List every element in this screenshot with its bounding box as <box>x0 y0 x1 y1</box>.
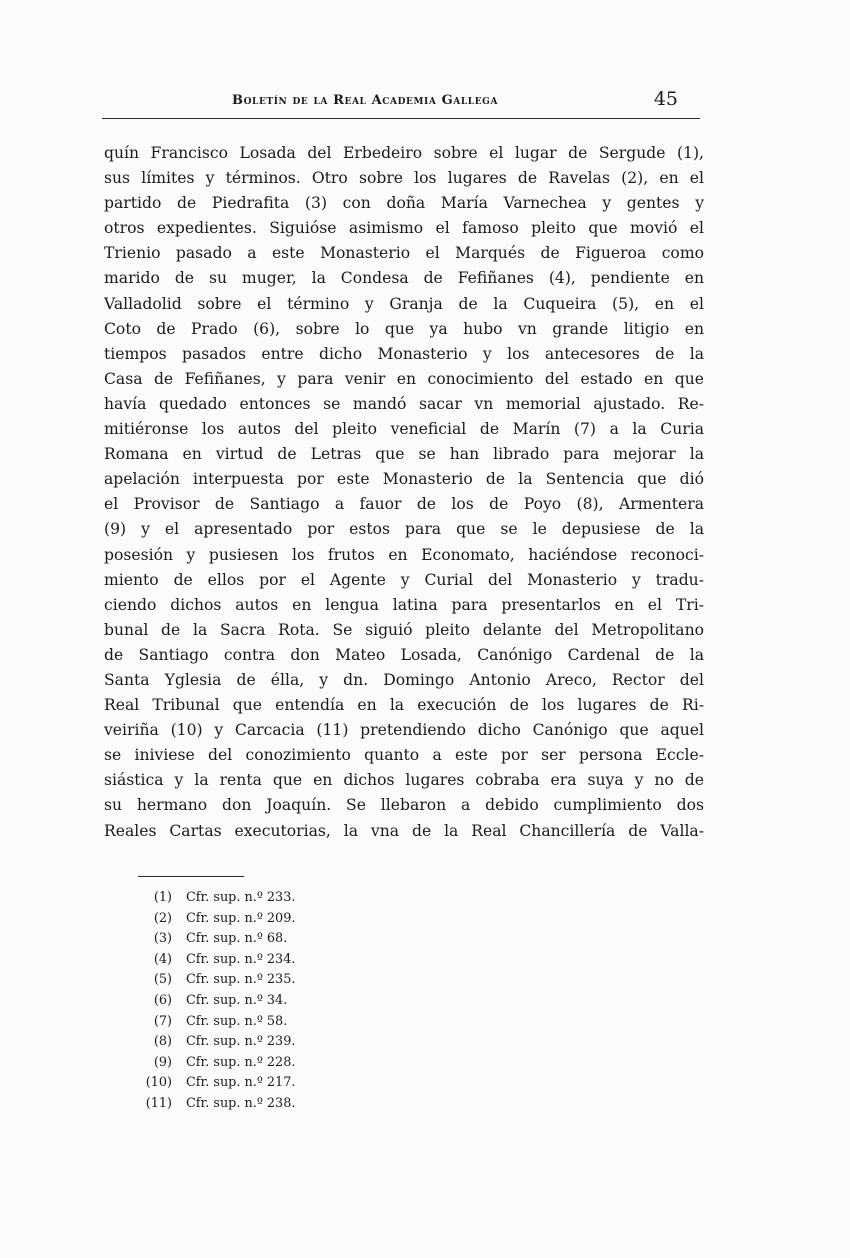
footnote-item <box>138 1094 295 1115</box>
text-line: otros expedientes. Siguióse asimismo el famoso pleito que movió el <box>104 219 704 238</box>
footnote-number: (8) <box>153 1034 172 1050</box>
body-text <box>104 141 704 844</box>
text-line: el Provisor de Santiago a fauor de los de Poyo (8), Armentera <box>104 495 704 514</box>
footnote-number: (5) <box>153 972 172 988</box>
text-line: miento de ellos por el Agente y Curial del Monasterio y tradu- <box>104 570 704 589</box>
footnote-number: (7) <box>153 1013 172 1029</box>
text-line: sus límites y términos. Otro sobre los lugares de Ravelas (2), en el <box>104 169 704 188</box>
footnote-text: Cfr. sup. n.º 233. <box>186 890 296 905</box>
footnote-divider <box>138 876 244 877</box>
footnote-text: Cfr. sup. n.º 234. <box>186 951 296 967</box>
footnote-text: Cfr. sup. n.º 34. <box>186 992 288 1008</box>
footnote-item <box>138 1073 295 1094</box>
text-line: posesión y pusiesen los frutos en Economato, haciéndose reconoci- <box>104 545 704 564</box>
text-line: quín Francisco Losada del Erbedeiro sobre el lugar de Sergude (1), <box>104 144 704 162</box>
footnote-item <box>138 950 295 971</box>
footnote-number: (3) <box>153 931 172 947</box>
text-line: Valladolid sobre el término y Granja de la Cuqueira (5), en el <box>104 294 704 313</box>
text-line: apelación interpuesta por este Monasterio de la Sentencia que dió <box>104 470 704 489</box>
text-line: Romana en virtud de Letras que se han librado para mejorar la <box>104 445 704 464</box>
text-line: marido de su muger, la Condesa de Fefiñanes (4), pendiente en <box>104 269 704 288</box>
footnote-item <box>138 991 295 1012</box>
text-line: Casa de Fefiñanes, y para venir en conocimiento del estado en que <box>104 369 704 388</box>
footnote-item <box>138 888 295 909</box>
footnote-number: (2) <box>153 910 172 926</box>
footnote-number: (11) <box>145 1095 172 1111</box>
text-line: Trienio pasado a este Monasterio el Marqués de Figueroa como <box>104 244 704 263</box>
text-line: ciendo dichos autos en lengua latina para presentarlos en el Tri- <box>104 595 704 614</box>
text-line: Reales Cartas executorias, la vna de la Real Chancillería de Valla- <box>104 821 704 840</box>
footnote-text: Cfr. sup. n.º 209. <box>186 910 296 926</box>
footnote-item <box>138 929 295 950</box>
footnote-number: (9) <box>153 1054 172 1070</box>
footnote-text: Cfr. sup. n.º 217. <box>186 1075 296 1091</box>
footnote-text: Cfr. sup. n.º 228. <box>186 1054 296 1070</box>
footnote-text: Cfr. sup. n.º 58. <box>186 1013 288 1029</box>
text-line: siástica y la renta que en dichos lugares cobraba era suya y no de <box>104 771 704 790</box>
footnote-number: (6) <box>153 992 172 1008</box>
footnotes <box>138 888 295 1115</box>
footnote-text: Cfr. sup. n.º 235. <box>186 972 296 988</box>
text-line: bunal de la Sacra Rota. Se siguió pleito delante del Metropolitano <box>104 620 704 639</box>
text-line: Santa Yglesia de élla, y dn. Domingo Antonio Areco, Rector del <box>104 670 704 689</box>
page-number: 45 <box>653 88 678 110</box>
footnote-number: (10) <box>145 1075 172 1091</box>
text-line: mitiéronse los autos del pleito veneficial de Marín (7) a la Curia <box>104 420 704 439</box>
footnote-text: Cfr. sup. n.º 68. <box>186 931 288 947</box>
footnote-item <box>138 1053 295 1074</box>
text-line: partido de Piedrafita (3) con doña María Varnechea y gentes y <box>104 194 704 213</box>
text-line: tiempos pasados entre dicho Monasterio y los antecesores de la <box>104 344 704 363</box>
running-title: Boletín de la Real Academia Gallega <box>232 93 499 108</box>
text-line: Real Tribunal que entendía en la execución de los lugares de Ri- <box>104 696 704 715</box>
text-line: su hermano don Joaquín. Se llebaron a debido cumplimiento dos <box>104 796 704 815</box>
text-line: (9) y el apresentado por estos para que se le depusiese de la <box>104 520 704 539</box>
page-header <box>102 86 700 119</box>
footnote-number: (1) <box>153 890 172 905</box>
footnote-text: Cfr. sup. n.º 239. <box>186 1034 296 1050</box>
text-line: veiriña (10) y Carcacia (11) pretendiendo dicho Canónigo que aquel <box>104 721 704 740</box>
footnote-item <box>138 909 295 930</box>
text-line: Coto de Prado (6), sobre lo que ya hubo vn grande litigio en <box>104 319 704 338</box>
text-line: de Santiago contra don Mateo Losada, Canónigo Cardenal de la <box>104 645 704 664</box>
footnote-item <box>138 970 295 991</box>
footnote-number: (4) <box>153 951 172 967</box>
footnote-item <box>138 1012 295 1033</box>
footnote-text: Cfr. sup. n.º 238. <box>186 1095 296 1111</box>
text-line: havía quedado entonces se mandó sacar vn memorial ajustado. Re- <box>104 394 704 413</box>
footnote-item <box>138 1032 295 1053</box>
text-line: se iniviese del conozimiento quanto a este por ser persona Eccle- <box>104 746 704 765</box>
